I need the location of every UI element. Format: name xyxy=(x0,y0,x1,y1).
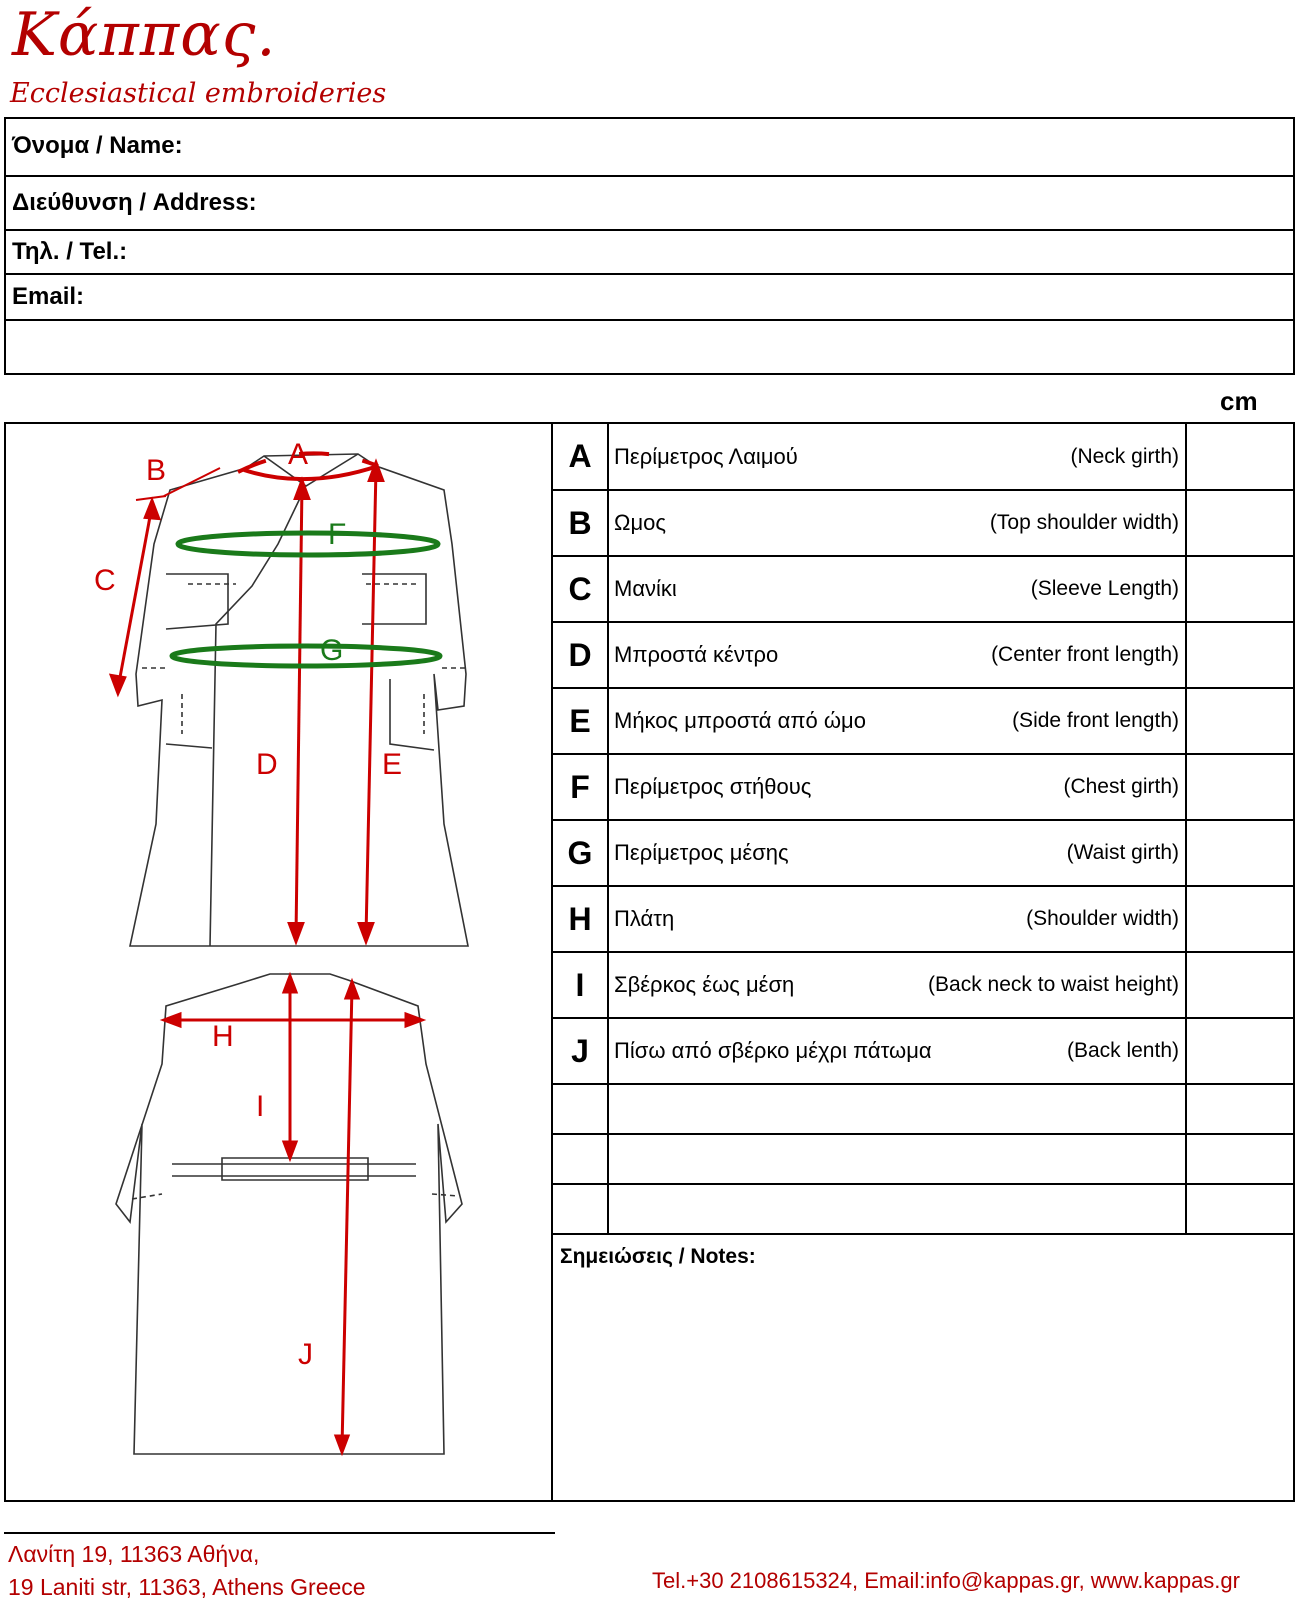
row-letter: G xyxy=(553,820,608,886)
row-letter: C xyxy=(553,556,608,622)
garment-diagram xyxy=(6,424,551,1500)
diagram-green-labels xyxy=(320,518,346,667)
unit-label: cm xyxy=(1220,386,1258,416)
center-front-line xyxy=(296,484,302,936)
diagram-label-g: G xyxy=(320,634,344,667)
notes-label: Σημειώσεις / Notes: xyxy=(560,1245,756,1268)
greek-label: Περίμετρος Λαιμού xyxy=(614,443,798,469)
value-cell-j[interactable] xyxy=(1186,1018,1293,1084)
english-label: (Back lenth) xyxy=(1066,1039,1179,1062)
email-label: Email: xyxy=(12,283,85,310)
footer-contact: Tel.+30 2108615324, Email:info@kappas.gr, www.kappas.gr xyxy=(652,1568,1240,1593)
side-front-line xyxy=(366,468,376,936)
address-greek: Λανίτη 19, 11363 Αθήνα, xyxy=(8,1541,260,1567)
diagram-label-j: J xyxy=(298,1338,313,1371)
diagram-label-a: A xyxy=(288,438,309,471)
row-letter: H xyxy=(553,886,608,952)
row-letter: E xyxy=(553,688,608,754)
center-front-arrow-bottom xyxy=(290,924,302,940)
measure-row-a xyxy=(553,424,1293,490)
measure-row-c xyxy=(553,556,1293,622)
greek-label: Πλάτη xyxy=(614,906,675,931)
value-cell-b[interactable] xyxy=(1186,490,1293,556)
row-letter: F xyxy=(553,754,608,820)
name-label: Όνομα / Name: xyxy=(12,132,183,159)
greek-label: Σβέρκος έως μέση xyxy=(614,972,795,997)
english-label: (Waist girth) xyxy=(1066,841,1179,864)
greek-label: Πίσω από σβέρκο μέχρι πάτωμα xyxy=(614,1038,932,1063)
measure-row-e xyxy=(553,688,1293,754)
center-front-arrow-top xyxy=(296,482,308,498)
english-label: (Shoulder width) xyxy=(1026,907,1179,930)
sleeve-arrow-top xyxy=(146,502,158,518)
row-letter: I xyxy=(553,952,608,1018)
h-arrow-left xyxy=(164,1014,180,1026)
greek-label: Περίμετρος μέσης xyxy=(614,840,789,865)
chest-girth-ellipse xyxy=(178,533,438,555)
address-label: Διεύθυνση / Address: xyxy=(12,189,257,216)
diagram-label-i: I xyxy=(256,1090,265,1123)
back-length-line xyxy=(342,986,352,1448)
diagram-label-f: F xyxy=(328,518,347,551)
english-label: (Chest girth) xyxy=(1063,775,1179,798)
tel-label: Τηλ. / Tel.: xyxy=(12,238,128,265)
brand-tagline: Ecclesiastical embroideries xyxy=(10,78,387,109)
blank-row xyxy=(553,1134,1293,1184)
measure-row-j xyxy=(553,1018,1293,1084)
value-cell-g[interactable] xyxy=(1186,820,1293,886)
english-label: (Back neck to waist height) xyxy=(928,973,1179,996)
footer-address xyxy=(8,1538,366,1604)
neck-girth-arc xyxy=(244,466,378,479)
row-letter: B xyxy=(553,490,608,556)
value-cell-h[interactable] xyxy=(1186,886,1293,952)
row-letter: D xyxy=(553,622,608,688)
diagram-label-e: E xyxy=(382,748,403,781)
measure-row-h xyxy=(553,886,1293,952)
tel-row[interactable] xyxy=(6,231,1293,275)
diagram-label-d: D xyxy=(256,748,278,781)
measure-row-b xyxy=(553,490,1293,556)
blank-row xyxy=(553,1084,1293,1134)
i-arrow-top xyxy=(284,976,296,992)
row-letter: J xyxy=(553,1018,608,1084)
address-english: 19 Laniti str, 11363, Athens Greece xyxy=(8,1574,366,1600)
email-row[interactable] xyxy=(6,275,1293,321)
j-arrow-bottom xyxy=(336,1436,348,1452)
measure-row-d xyxy=(553,622,1293,688)
measure-row-g xyxy=(553,820,1293,886)
greek-label: Μπροστά κέντρο xyxy=(614,642,779,667)
measure-row-f xyxy=(553,754,1293,820)
brand-logo: Κάππας. xyxy=(12,0,277,70)
value-cell-e[interactable] xyxy=(1186,688,1293,754)
greek-label: Μήκος μπροστά από ώμο xyxy=(614,708,866,733)
english-label: (Neck girth) xyxy=(1070,444,1179,468)
english-label: (Center front length) xyxy=(991,643,1179,666)
measurement-table xyxy=(553,424,1293,1235)
measure-row-i xyxy=(553,952,1293,1018)
customer-info-box xyxy=(4,117,1295,375)
girth-lines xyxy=(172,533,440,666)
shoulder-width-line xyxy=(164,468,220,496)
value-cell-f[interactable] xyxy=(1186,754,1293,820)
side-front-arrow-bottom xyxy=(360,924,372,940)
english-label: (Side front length) xyxy=(1012,709,1179,732)
diagram-label-c: C xyxy=(94,564,116,597)
sleeve-arrow-bottom xyxy=(112,676,124,692)
greek-label: Μανίκι xyxy=(614,576,677,601)
name-row[interactable] xyxy=(6,119,1293,177)
back-measure-lines xyxy=(164,976,422,1452)
i-arrow-bottom xyxy=(284,1142,296,1158)
english-label: (Sleeve Length) xyxy=(1030,577,1179,600)
blank-row xyxy=(553,1184,1293,1234)
diagram-label-b: B xyxy=(146,454,167,487)
j-arrow-top xyxy=(346,982,358,998)
greek-label: Περίμετρος στήθους xyxy=(614,774,812,799)
value-cell-a[interactable] xyxy=(1186,424,1293,490)
value-cell-i[interactable] xyxy=(1186,952,1293,1018)
value-cell-d[interactable] xyxy=(1186,622,1293,688)
row-letter: A xyxy=(553,424,608,490)
address-row[interactable] xyxy=(6,177,1293,231)
waist-girth-ellipse xyxy=(172,646,440,666)
value-cell-c[interactable] xyxy=(1186,556,1293,622)
greek-label: Ωμος xyxy=(614,510,666,535)
footer-divider xyxy=(4,1532,555,1534)
diagram-label-h: H xyxy=(212,1020,234,1053)
english-label: (Top shoulder width) xyxy=(989,511,1179,534)
